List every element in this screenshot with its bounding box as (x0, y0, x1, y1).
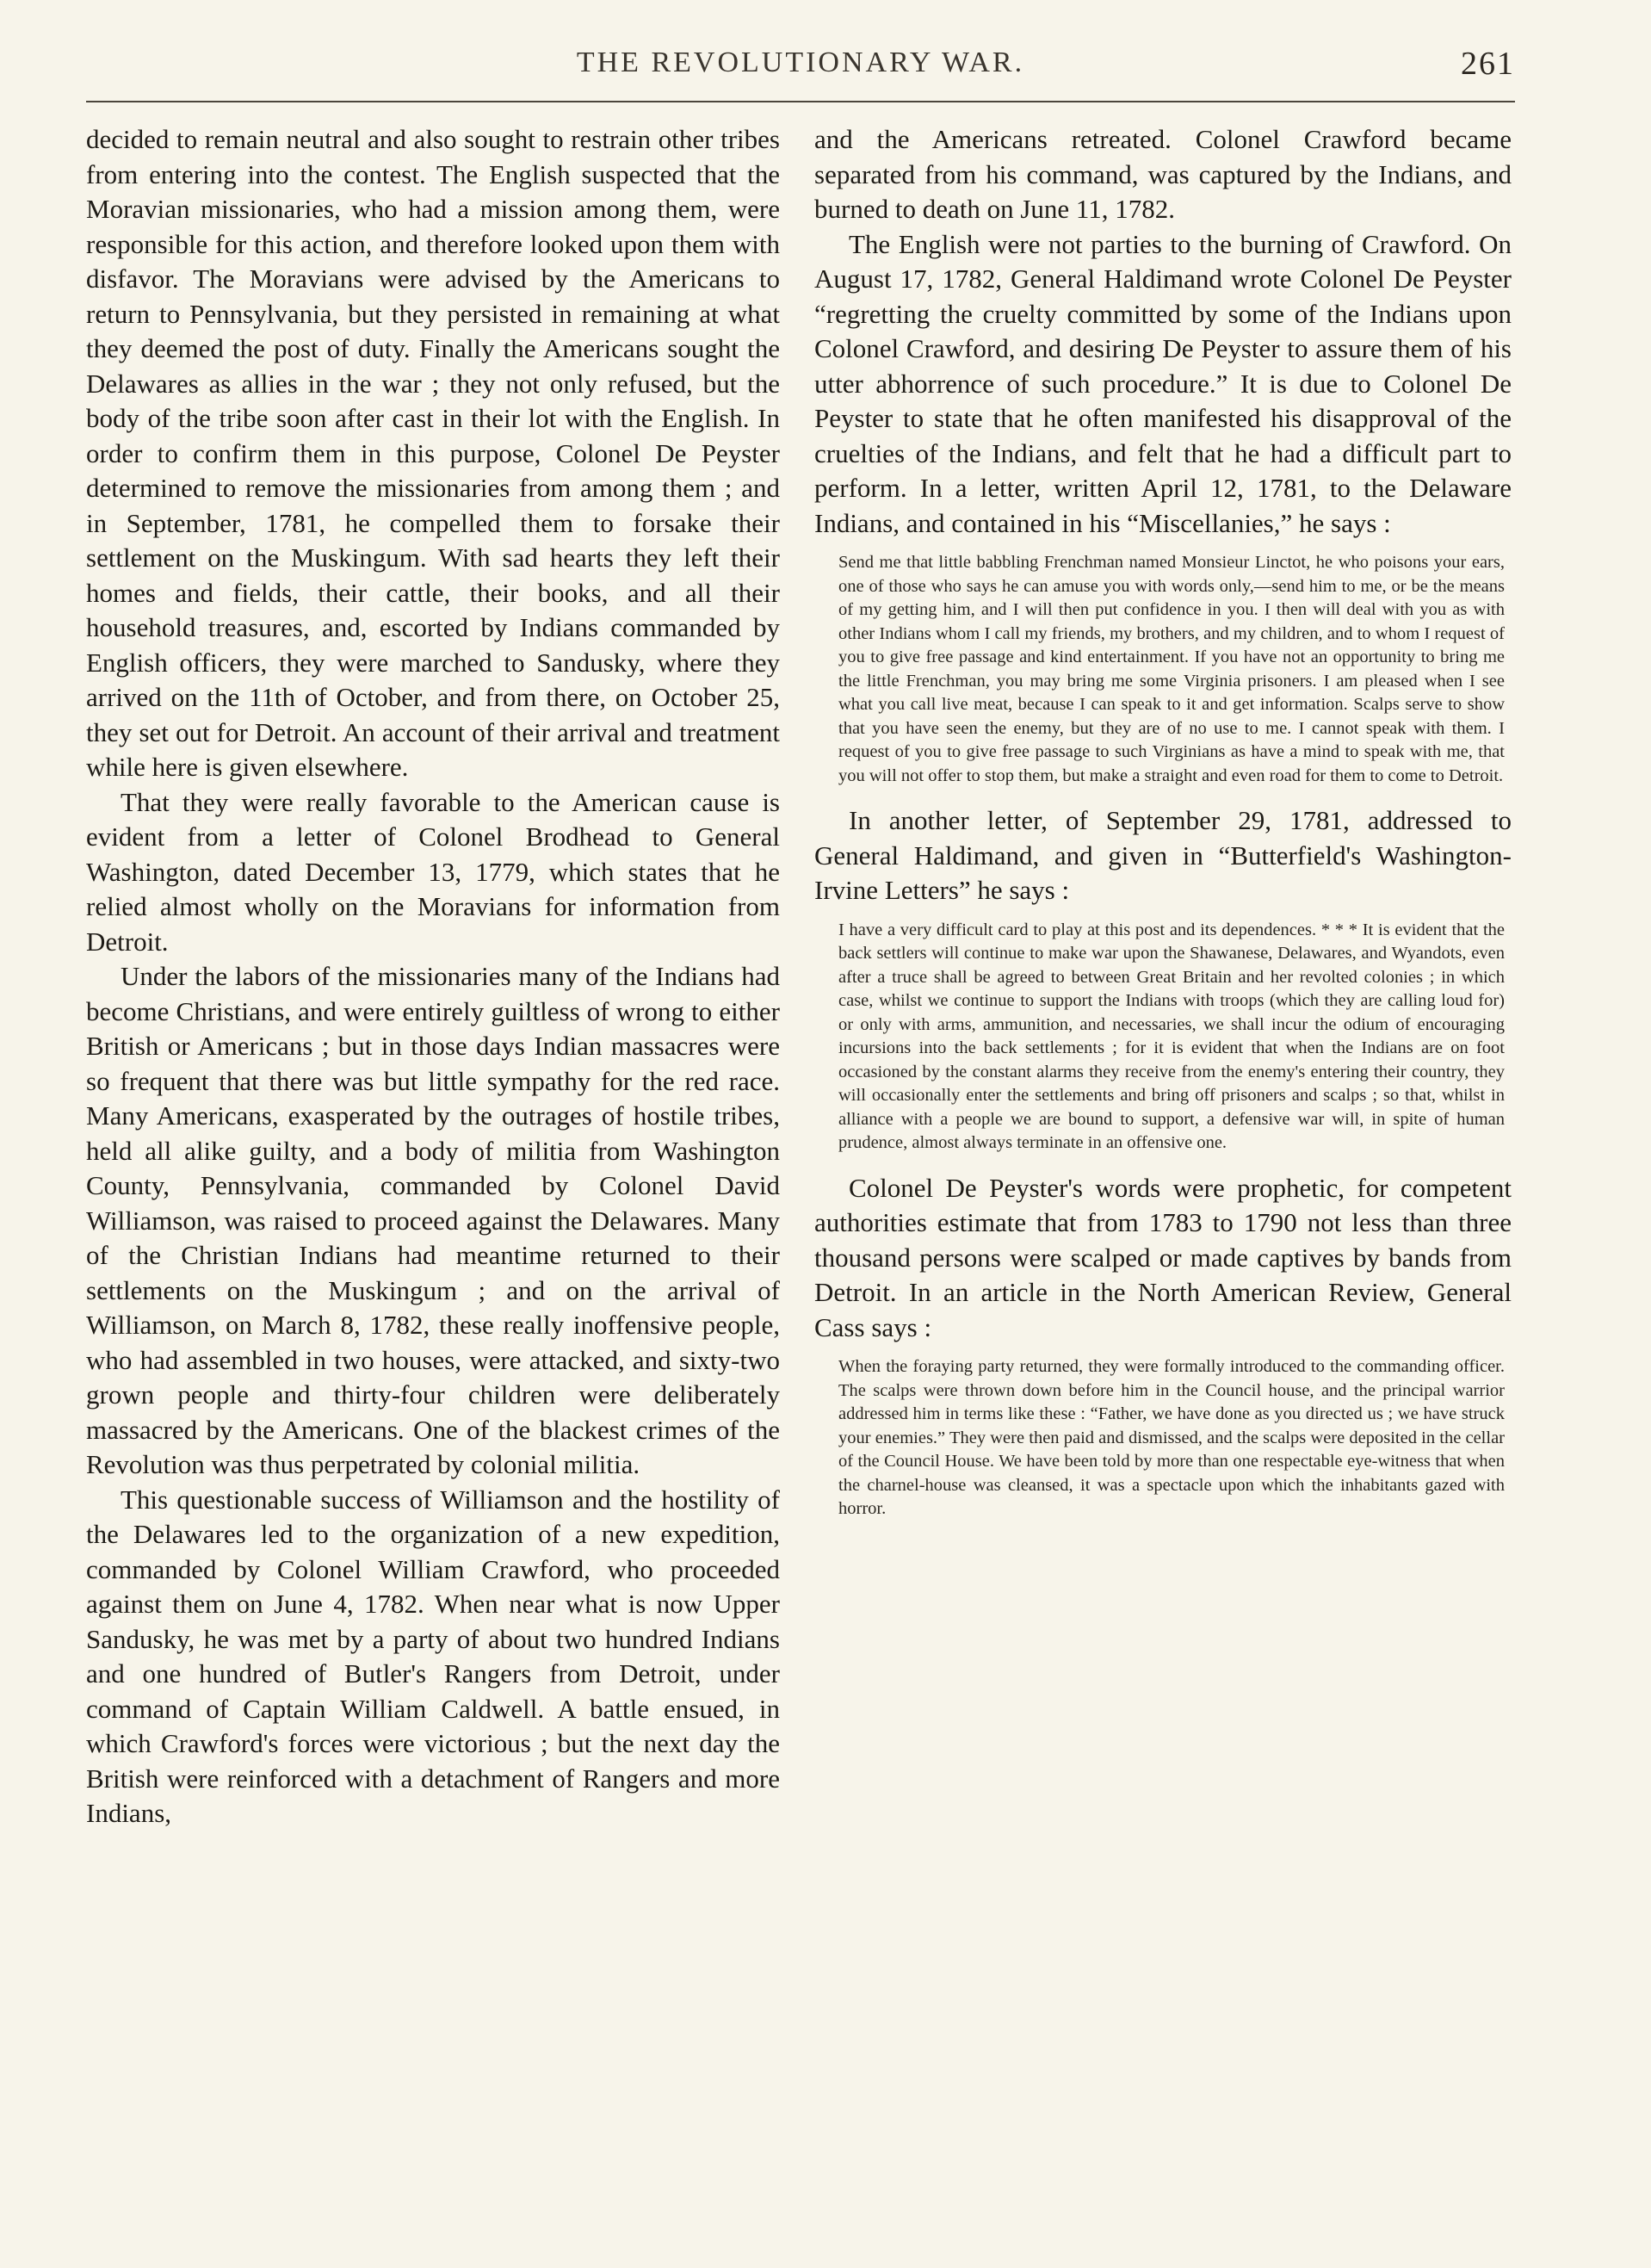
paragraph: The English were not parties to the burning of Crawford. On August 17, 1782, General Haldimand wrote Colonel De Peyster “regretting the cruelty committed by some of the Indians upon Colonel Crawford, and desiring De Peyster to assure them of his utter abhorrence of such procedure.” It is due to Colonel De Peyster to state that he often manifested his disapproval of the cruelties of the Indians, and felt that he had a difficult part to perform. In a letter, written April 12, 1781, to the Delaware Indians, and contained in his “Miscellanies,” he says : (814, 228, 1512, 538)
block-quote: Send me that little babbling Frenchman named Monsieur Linctot, he who poisons your ears, one of those who says he can amuse you with words only,—send him to me, or be the means of my getting him, and I will then put confidence in you. I then will deal with you as with other Indians whom I call my friends, my brothers, and my children, and to whom I request of you to give free passage and kind entertainment. If you have not an opportunity to bring me the little Frenchman, you may bring me some Virginia prisoners. I am pleased when I see what you call live meat, because I can speak to it and get information. Scalps serve to show that you have seen the enemy, but they are of no use to me. I cannot speak with them. I request of you to give free passage to such Virginians as have a mind to speak with me, that you will not offer to stop them, but make a straight and even road for them to come to Detroit. (838, 553, 1505, 785)
right-column (814, 122, 1512, 1537)
left-column (86, 122, 780, 1831)
running-head (86, 34, 1515, 95)
header-rule (86, 101, 1515, 102)
block-quote: I have a very difficult card to play at this post and its dependences. * * * It is evident that the back settlers will continue to make war upon the Shawanese, Delawares, and Wyandots, even after a truce shall be agreed to between Great Britain and her revolted colonies ; in which case, whilst we continue to support the Indians with troops (which they are calling loud for) or only with arms, ammunition, and necessaries, we shall incur the odium of encouraging incursions into the back settlements ; for it is evident that when the Indians are on foot occasioned by the constant alarms they receive from the enemy's entering their country, they will occasionally enter the settlements and bring off prisoners and scalps ; so that, whilst in alliance with a people we are bound to support, a defensive war will, in spite of human prudence, almost always terminate in an offensive one. (838, 920, 1505, 1152)
block-quote: When the foraying party returned, they were formally introduced to the commanding officer. The scalps were thrown down before him in the Council house, and the principal warrior addressed him in terms like these : “Father, we have done as you directed us ; we have struck your enemies.” They were then paid and dismissed, and the scalps were deposited in the cellar of the Council House. We have been told by more than one respectable eye-witness that when the charnel-house was cleansed, it was a spectacle upon which the inhabitants gazed with horror. (838, 1357, 1505, 1518)
paragraph: Under the labors of the missionaries many of the Indians had become Christians, and were entirely guiltless of wrong to either British or Americans ; but in those days Indian massacres were so frequent that there was but little sympathy for the red race. Many Americans, exasperated by the outrages of hostile tribes, held all alike guilty, and a body of militia from Washington County, Pennsylvania, commanded by Colonel David Williamson, was raised to proceed against the Delawares. Many of the Christian Indians had meantime returned to their settlements on the Muskingum ; and on the arrival of Williamson, on March 8, 1782, these really inoffensive people, who had assembled in two houses, were attacked, and sixty-two grown people and thirty-four children were deliberately massacred by the Americans. One of the blackest crimes of the Revolution was thus perpetrated by colonial militia. (86, 961, 780, 1479)
paragraph: In another letter, of September 29, 1781, addressed to General Haldimand, and given in “Butterfield's Washington-Irvine Letters” he says : (814, 805, 1512, 905)
paragraph: decided to remain neutral and also sought to restrain other tribes from entering into the contest. The English suspected that the Moravian missionaries, who had a mission among them, were responsible for this action, and therefore looked upon them with disfavor. The Moravians were advised by the Americans to return to Pennsylvania, but they persisted in remaining at what they deemed the post of duty. Finally the Americans sought the Delawares as allies in the war ; they not only refused, but the body of the tribe soon after cast in their lot with the English. In order to confirm them in this purpose, Colonel De Peyster determined to remove the missionaries from among them ; and in September, 1781, he compelled them to forsake their settlement on the Muskingum. With sad hearts they left their homes and fields, their cattle, their books, and all their household treasures, and, escorted by Indians commanded by English officers, they were marched to Sandusky, where they arrived on the 11th of October, and from there, on October 25, they set out for Detroit. An account of their arrival and treatment while here is given elsewhere. (86, 124, 780, 782)
running-title: THE REVOLUTIONARY WAR. (576, 46, 1025, 78)
paragraph: This questionable success of Williamson and the hostility of the Delawares led to the organization of a new expedition, commanded by Colonel William Crawford, who proceeded against them on June 4, 1782. When near what is now Upper Sandusky, he was met by a party of about two hundred Indians and one hundred of Butler's Rangers from Detroit, under command of Captain William Caldwell. A battle ensued, in which Crawford's forces were victorious ; but the next day the British were reinforced with a detachment of Rangers and more Indians, (86, 1484, 780, 1828)
paragraph: That they were really favorable to the American cause is evident from a letter of Colonel Brodhead to General Washington, dated December 13, 1779, which states that he relied almost wholly on the Moravians for information from Detroit. (86, 786, 780, 957)
paragraph: and the Americans retreated. Colonel Crawford became separated from his command, was captured by the Indians, and burned to death on June 11, 1782. (814, 124, 1512, 224)
paragraph: Colonel De Peyster's words were prophetic, for competent authorities estimate that from 1783 to 1790 not less than three thousand persons were scalped or made captives by bands from Detroit. In an article in the North American Review, General Cass says : (814, 1172, 1512, 1342)
page-number: 261 (1461, 46, 1515, 82)
